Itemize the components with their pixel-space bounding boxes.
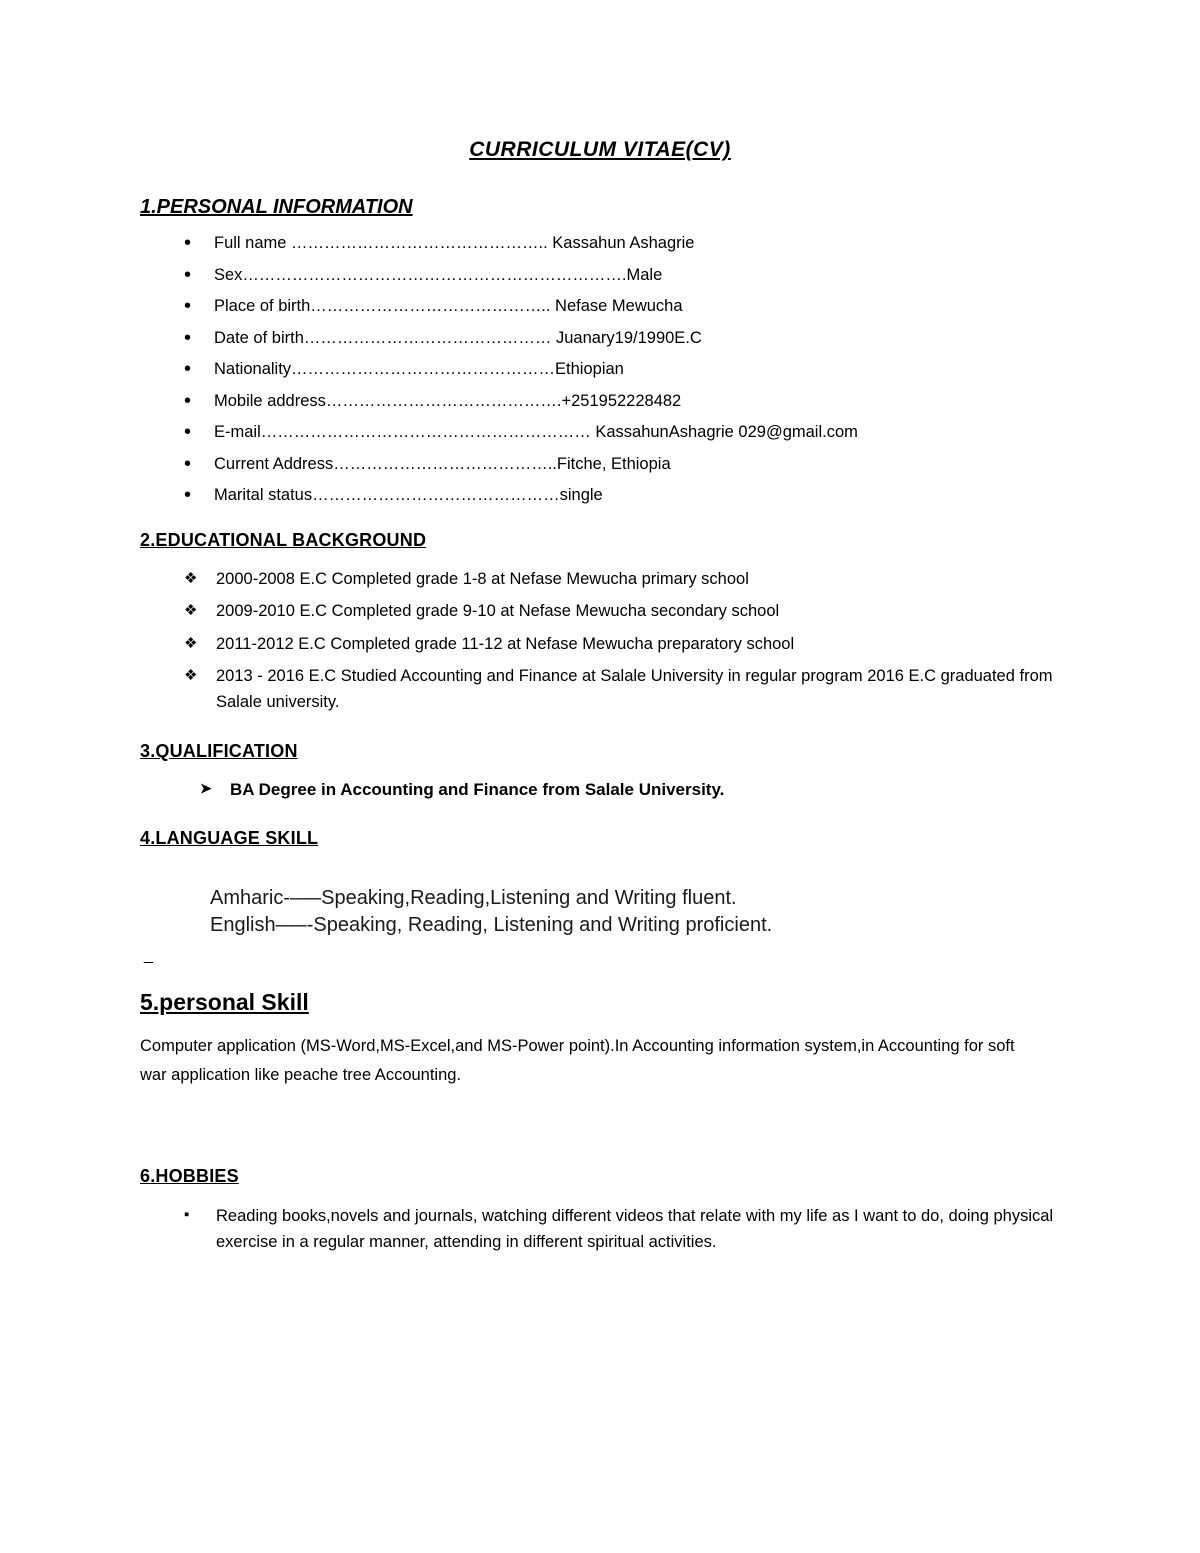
section-heading-personal-skill: 5.personal Skill xyxy=(140,989,309,1016)
list-item: • Marital status………………………………………single xyxy=(184,487,1060,504)
qualification-list xyxy=(140,778,1060,802)
list-item: ❖ 2013 - 2016 E.C Studied Accounting and Finance at Salale University in regular program 2016 E.C graduated from Salale university. xyxy=(184,664,1060,715)
list-item: • Nationality…………………………………………Ethiopian xyxy=(184,361,1060,378)
section-heading-personal-information: 1.PERSONAL INFORMATION xyxy=(140,196,413,218)
list-item: ❖ 2000-2008 E.C Completed grade 1-8 at Nefase Mewucha primary school xyxy=(184,567,1060,593)
section-heading-educational-background: 2.EDUCATIONAL BACKGROUND xyxy=(140,529,427,550)
list-item: ❖ 2011-2012 E.C Completed grade 11-12 at Nefase Mewucha preparatory school xyxy=(184,632,1060,658)
trailing-dash: _ xyxy=(144,947,153,965)
list-item: ➤ BA Degree in Accounting and Finance from Salale University. xyxy=(200,778,1060,802)
list-item: • Current Address…………………………………..Fitche, Ethiopia xyxy=(184,456,1060,473)
section-heading-qualification: 3.QUALIFICATION xyxy=(140,741,298,762)
section-heading-hobbies: 6.HOBBIES xyxy=(140,1165,239,1186)
educational-background-list xyxy=(140,567,1060,716)
section-heading-language-skill: 4.LANGUAGE SKILL xyxy=(140,828,319,849)
list-item: • Mobile address…………………………………….+251952228482 xyxy=(184,393,1060,410)
list-item: • Place of birth…………………………………….. Nefase Mewucha xyxy=(184,298,1060,315)
personal-skill-paragraph: Computer application (MS-Word,MS-Excel,and MS-Power point).In Accounting information system,in Accounting for soft war application like peache tree Accounting. xyxy=(140,1037,1015,1084)
personal-information-list xyxy=(140,235,1060,504)
language-line-amharic: Amharic-–—Speaking,Reading,Listening and Writing fluent. xyxy=(210,887,737,910)
list-item: ❖ 2009-2010 E.C Completed grade 9-10 at Nefase Mewucha secondary school xyxy=(184,599,1060,625)
list-item: • Sex…………………………………………………………….Male xyxy=(184,267,1060,284)
hobbies-list xyxy=(140,1203,1060,1256)
list-item: • Full name ……………………………………….. Kassahun Ashagrie xyxy=(184,235,1060,252)
list-item: • E-mail…………………………………………………… KassahunAshagrie 029@gmail.com xyxy=(184,424,1060,441)
language-line-english: English—–-Speaking, Reading, Listening and Writing proficient. xyxy=(210,914,773,937)
language-skill-block xyxy=(140,865,1060,939)
list-item: ▪ Reading books,novels and journals, watching different videos that relate with my life as I want to do, doing physical exercise in a regular manner, attending in different spiritual activities. xyxy=(184,1203,1060,1256)
list-item: • Date of birth……………………………………… Juanary19/1990E.C xyxy=(184,330,1060,347)
page-title: CURRICULUM VITAE(CV) xyxy=(469,138,731,161)
